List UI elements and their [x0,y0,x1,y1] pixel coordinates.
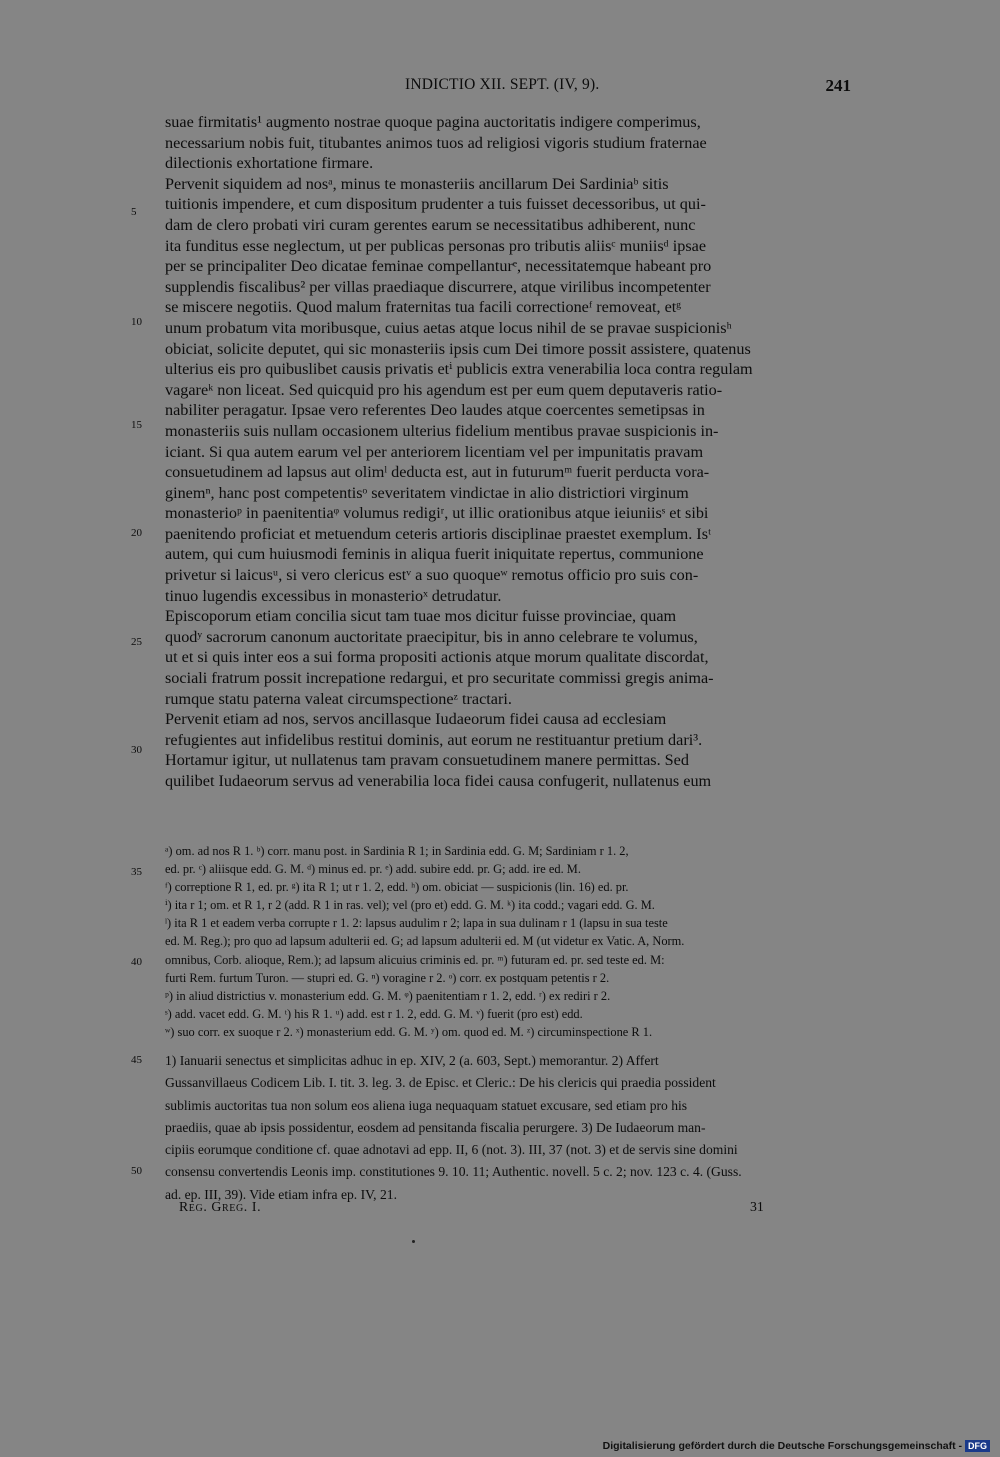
text-line: obiciat, solicite deputet, qui sic monasteriis ipsis cum Dei timore possit assistere, quatenus [165,339,751,358]
text-line: ut et si quis inter eos a sui forma propositi actionis atque morum qualitate discordat, [165,648,709,667]
text-line: autem, qui cum huiusmodi feminis in aliqua fuerit iniquitate repertus, communione [165,545,704,564]
funding-notice [603,1440,990,1452]
text-line: supplendis fiscalibus² per villas praediaque discurrere, atque virilibus incompetenter [165,277,711,296]
text-line: ulterius eis pro quibuslibet causis privatis etⁱ publicis extra venerabilia loca contra regulam [165,360,753,379]
page-header [165,76,855,100]
text-line: suae firmitatis¹ augmento nostrae quoque pagina auctoritatis indigere comperimus, [165,113,701,131]
apparatus-line: ᵖ) in aliud districtius v. monasterium edd. G. M. ᵠ) paenitentiam r 1. 2, edd. ʳ) ex rediri r 2. [165,988,611,1003]
text-line: dam de clero probati viri curam gerentes earum se necessitatibus adhiberent, nunc [165,215,696,234]
text-line: quilibet Iudaeorum servus ad venerabilia loca fidei causa confugerit, nullatenus eum [165,772,712,790]
text-line: ita funditus esse neglectum, ut per publicas personas pro tributis aliisᶜ muniisᵈ ipsae [165,236,707,255]
page-number: 241 [825,76,851,95]
text-line: necessarium nobis fuit, titubantes animos tuos ad religiosi vigoris studium fraternae [165,133,707,152]
line-number: 35 [131,866,142,878]
note-line: Gussanvillaeus Codicem Lib. I. tit. 3. leg. 3. de Episc. et Cleric.: De his clericis qui praedia possident [165,1075,716,1091]
apparatus-line: ˢ) add. vacet edd. G. M. ᵗ) his R 1. ᵘ) add. est r 1. 2, edd. G. M. ᵛ) fuerit (pro est) edd. [165,1006,583,1021]
text-line: per se principaliter Deo dicatae feminae compellanturᵉ, necessitatemque habeant pro [165,257,712,276]
text-line: vagareᵏ non liceat. Sed quicquid pro his agendum est per eum quem deputaveris ratio- [165,380,723,399]
text-line: refugientes aut infidelibus restitui dominis, aut eorum ne restituantur pretium dari³. [165,730,703,749]
apparatus-line: omnibus, Corb. alioque, Rem.); ad lapsum alicuius criminis ed. pr. ᵐ) futuram ed. pr. sed teste ed. M: [165,952,665,967]
funding-text: Digitalisierung gefördert durch die Deutsche Forschungsgemeinschaft - [602,1440,962,1452]
line-number: 50 [131,1165,142,1177]
note-line: consensu convertendis Leonis imp. constitutiones 9. 10. 11; Authentic. novell. 5 c. 2; nov. 123 c. 4. (Guss. [165,1164,742,1180]
line-number: 40 [131,956,142,968]
text-line: tuitionis impendere, et cum dispositum prudenter a tuis fuisset decessoribus, ut qui- [165,195,706,214]
apparatus-line: ʷ) suo corr. ex suoque r 2. ˣ) monasterium edd. G. M. ʸ) om. quod ed. M. ᶻ) circuminspectione R 1. [165,1024,653,1039]
sheet-number: 31 [750,1199,764,1214]
line-number: 25 [131,636,142,648]
text-line: Hortamur igitur, ut nullatenus tam pravam consuetudinem manere permittas. Sed [165,751,689,770]
signature-mark: Reg. Greg. I. [179,1199,262,1214]
note-line: ad. ep. III, 39). Vide etiam infra ep. IV, 21. [165,1186,397,1202]
line-number: 15 [131,419,142,431]
text-line: iciant. Si qua autem earum vel per anteriorem licentiam vel per impunitatis pravam [165,442,704,461]
main-text [165,112,855,792]
text-line: monasteriis suis nullam occasionem ulterius fidelium mentibus pravae suspicionis in- [165,421,719,440]
text-line: privetur si laicusᵘ, si vero clericus estᵛ a suo quoqueʷ remotus officio pro suis con- [165,566,699,585]
text-line: Pervenit etiam ad nos, servos ancillasque Iudaeorum fidei causa ad ecclesiam [165,710,667,729]
text-line: monasterioᵖ in paenitentiaᵠ volumus redigiʳ, ut illic orationibus atque ieiuniisˢ et sibi [165,504,709,523]
apparatus-line: furti Rem. furtum Turon. — stupri ed. G. ⁿ) voragine r 2. ᵒ) corr. ex postquam petentis r 2. [165,970,610,985]
text-line: dilectionis exhortatione firmare. [165,154,374,173]
text-line: tinuo lugendis excessibus in monasterioˣ detrudatur. [165,586,502,605]
note-line: sublimis auctoritas tua non solum eos aliena iuga nequaquam statuet excusare, sed etiam pro his [165,1097,688,1113]
apparatus-line: ed. M. Reg.); pro quo ad lapsum adulterii ed. G; ad lapsum adulterii ed. M (ut videtur ex Vatic. A, Norm. [165,934,685,949]
apparatus-line: ˡ) ita R 1 et eadem verba corrupte r 1. 2: lapsus audulim r 2; lapa in sua dulinam r 1 (lapsu in sua teste [165,916,668,931]
line-number: 5 [131,206,137,218]
text-line: paenitendo proficiat et metuendum ceteris artioris disciplinae praestet exemplum. Isᵗ [165,524,712,543]
page-footer [179,1199,779,1215]
dfg-logo: DFG [965,1440,990,1452]
line-number: 20 [131,527,142,539]
note-line: cipiis eorumque conditione cf. quae adnotavi ad epp. II, 6 (not. 3). III, 37 (not. 3) et de servis sine domini [165,1142,738,1158]
note-line: 1) Ianuarii senectus et simplicitas adhuc in ep. XIV, 2 (a. 603, Sept.) memorantur. 2) Affert [165,1053,659,1068]
text-line: Episcoporum etiam concilia sicut tam tuae mos dicitur fuisse provinciae, quam [165,607,677,626]
text-line: Pervenit siquidem ad nosᵃ, minus te monasteriis ancillarum Dei Sardiniaᵇ sitis [165,174,669,193]
text-line: ginemⁿ, hanc post competentisᵒ severitatem vindictae in alio districtiori virginum [165,483,689,502]
apparatus-line: ed. pr. ᶜ) aliisque edd. G. M. ᵈ) minus ed. pr. ᵉ) add. subire edd. pr. G; add. ire ed. M. [165,862,581,877]
text-line: se miscere negotiis. Quod malum fraternitas tua facili correctioneᶠ removeat, etᵍ [165,298,682,317]
text-line: consuetudinem ad lapsus aut olimˡ deducta est, aut in futurumᵐ fuerit perducta vora- [165,463,710,482]
apparatus-line: ᶠ) correptione R 1, ed. pr. ᵍ) ita R 1; ut r 1. 2, edd. ʰ) om. obiciat — suspicionis (lin. 16) ed. pr. [165,880,629,895]
speck-mark [412,1240,415,1243]
apparatus-line: ⁱ) ita r 1; om. et R 1, r 2 (add. R 1 in ras. vel); vel (pro et) edd. G. M. ᵏ) ita codd.; vagari edd. G. M. [165,898,655,913]
text-line: rumque statu paterna valeat circumspectioneᶻ tractari. [165,689,512,708]
explanatory-notes [165,1050,855,1206]
note-line: praediis, quae ab ipsis possidentur, eosdem ad pensitanda fiscalia perurgere. 3) De Iudaeorum man- [165,1119,706,1135]
text-line: sociali fratrum possit increpatione redargui, et pro securitate commissi gregis anima- [165,669,714,688]
line-number: 45 [131,1054,142,1066]
critical-apparatus [165,842,855,1041]
text-line: quodʸ sacrorum canonum auctoritate praecipitur, bis in anno celebrare te volumus, [165,627,698,646]
text-line: nabiliter peragatur. Ipsae vero referentes Deo laudes atque coercentes semetipsas in [165,401,705,420]
running-head: INDICTIO XII. SEPT. (IV, 9). [405,76,600,93]
line-number: 30 [131,744,142,756]
line-number: 10 [131,316,142,328]
text-line: unum probatum vita moribusque, cuius aetas atque locus nihil de se pravae suspicionisʰ [165,318,732,337]
apparatus-line: ᵃ) om. ad nos R 1. ᵇ) corr. manu post. in Sardinia R 1; in Sardinia edd. G. M; Sardiniam r 1. 2, [165,844,629,858]
